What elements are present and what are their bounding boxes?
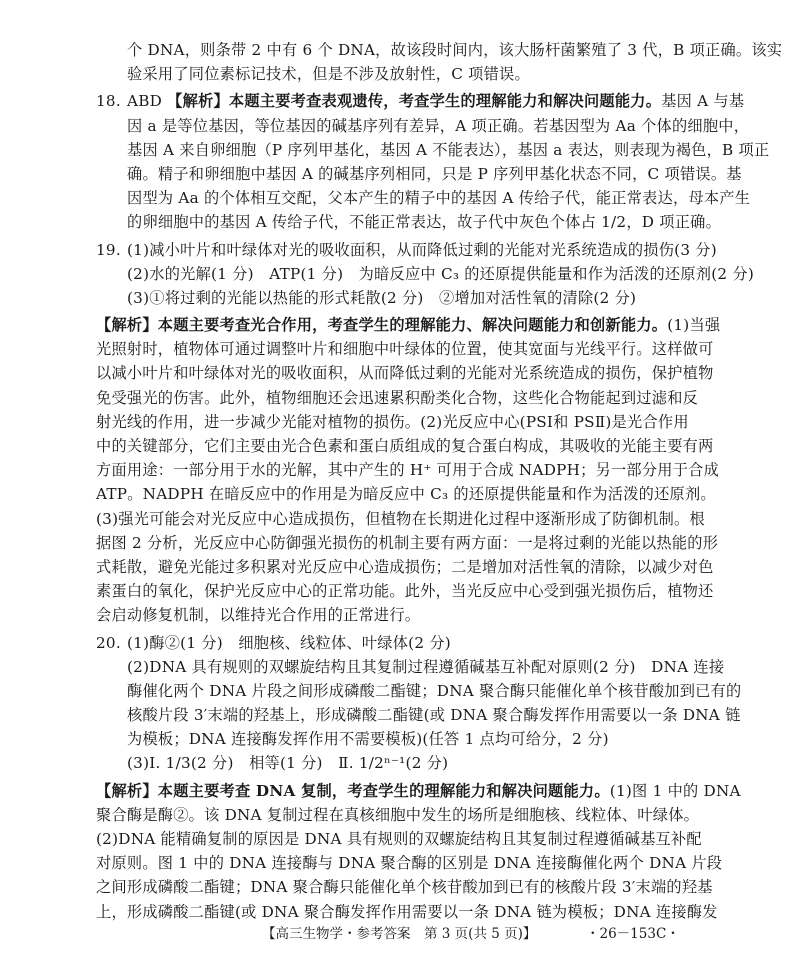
answer-text	[96, 38, 783, 924]
text-line: 验采用了同位素标记技术，但是不涉及放射性，C 项错误。	[127, 65, 530, 84]
footer-page-info: 【高三生物学・参考答案 第 3 页(共 5 页)】	[262, 926, 537, 942]
text-line: 个 DNA，则条带 2 中有 6 个 DNA，故该段时间内，该大肠杆菌繁殖了 3 代，B 项正确。该实	[127, 41, 783, 59]
text-line: 确。精子和卵细胞中基因 A 的碱基序列相同，只是 P 序列甲基化状态不同，C 项错误。基	[127, 164, 742, 183]
text-line: (3)强光可能会对光反应中心造成损伤，但植物在长期进化过程中逐渐形成了防御机制。根	[96, 509, 705, 528]
text-line: 之间形成磷酸二酯键；DNA 聚合酶只能催化单个核苷酸加到已有的核酸片段 3′末端的羟基	[96, 878, 713, 897]
text-line: 射光线的作用，进一步减少光能对植物的损伤。(2)光反应中心(PSⅠ和 PSⅡ)是光合作用	[96, 412, 689, 431]
text-line: 基因 A 来自卵细胞（P 序列甲基化，基因 A 不能表达），基因 a 表达，则表现为褐色，B 项正	[127, 140, 770, 159]
text-line: (3)①将过剩的光能以热能的形式耗散(2 分) ②增加对活性氧的清除(2 分)	[127, 288, 637, 307]
text-line: 据图 2 分析，光反应中心防御强光损伤的机制主要有两方面：一是将过剩的光能以热能的形	[96, 533, 719, 552]
analysis-line: 【解析】本题主要考查光合作用，考查学生的理解能力、解决问题能力和创新能力。(1)当强	[96, 316, 721, 335]
question-number: 19.	[96, 240, 121, 259]
analysis-heading: 【解析】本题主要考查 DNA 复制，考查学生的理解能力和解决问题能力。	[96, 781, 610, 800]
text-line: 中的关键部分，它们主要由光合色素和蛋白质组成的复合蛋白构成，其吸收的光能主要有两	[96, 437, 714, 455]
analysis-heading: 【解析】本题主要考查表观遗传，考查学生的理解能力和解决问题能力。	[167, 92, 662, 111]
question-18-header: 18. ABD 【解析】本题主要考查表观遗传，考查学生的理解能力和解决问题能力。基因 A 与基	[96, 89, 710, 113]
text-line: 式耗散，避免光能过多积累对光反应中心造成损伤；二是增加对活性氧的清除，以减少对色	[96, 557, 714, 576]
analysis-line: 【解析】本题主要考查 DNA 复制，考查学生的理解能力和解决问题能力。(1)图 1 中的 DNA	[96, 781, 741, 800]
text-line: (2)DNA 具有规则的双螺旋结构且其复制过程遵循碱基互补配对原则(2 分) DNA 连接	[127, 657, 725, 676]
footer-code: ・26－153C・	[586, 926, 680, 942]
text-line: 酶催化两个 DNA 片段之间形成磷酸二酯键；DNA 聚合酶只能催化单个核苷酸加到已有的	[127, 681, 742, 700]
text-line: 因 a 是等位基因，等位基因的碱基序列有差异，A 项正确。若基因型为 Aa 个体的细胞中，	[127, 116, 750, 135]
text-line: 免受强光的伤害。此外，植物细胞还会迅速累积酚类化合物，这些化合物能起到过滤和反	[96, 388, 699, 407]
text-line: 光照射时，植物体可通过调整叶片和细胞中叶绿体的位置，使其宽面与光线平行。这样做可	[96, 340, 714, 359]
text-line: 因型为 Aa 的个体相互交配，父本产生的精子中的基因 A 传给子代，能正常表达，母本产生	[127, 189, 751, 208]
text-line: 以减小叶片和叶绿体对光的吸收面积，从而降低过剩的光能对光系统造成的损伤，保护植物	[96, 364, 714, 383]
text-line: (2)水的光解(1 分) ATP(1 分) 为暗反应中 C₃ 的还原提供能量和作为活泼的还原剂(2 分)	[127, 264, 755, 283]
text-line: 方面用途：一部分用于水的光解，其中产生的 H⁺ 可用于合成 NADPH；另一部分用于合成	[96, 461, 720, 480]
text-line: ATP。NADPH 在暗反应中的作用是为暗反应中 C₃ 的还原提供能量和作为活泼的还原剂。	[96, 485, 716, 504]
text-line: 核酸片段 3′末端的羟基上，形成磷酸二酯键(或 DNA 聚合酶发挥作用需要以一条 DNA 链	[127, 706, 741, 725]
text-line: 对原则。图 1 中的 DNA 连接酶与 DNA 聚合酶的区别是 DNA 连接酶催化两个 DNA 片段	[96, 854, 723, 873]
text-line: 素蛋白的氧化，保护光反应中心的正常功能。此外，当光反应中心受到强光损伤后，植物还	[96, 582, 714, 601]
page-footer	[0, 922, 800, 944]
question-number: 18.	[96, 92, 121, 111]
analysis-heading: 【解析】本题主要考查光合作用，考查学生的理解能力、解决问题能力和创新能力。	[96, 316, 668, 335]
text-line: 上，形成磷酸二酯键(或 DNA 聚合酶发挥作用需要以一条 DNA 链为模板；DNA 连接酶发	[96, 902, 718, 921]
question-20-header: 20. (1)酶②(1 分) 细胞核、线粒体、叶绿体(2 分)	[96, 631, 710, 655]
text-line: 为模板；DNA 连接酶发挥作用不需要模板)(任答 1 点均可给分，2 分)	[127, 730, 609, 749]
text-line: 聚合酶是酶②。该 DNA 复制过程在真核细胞中发生的场所是细胞核、线粒体、叶绿体。	[96, 805, 700, 824]
question-number: 20.	[96, 633, 121, 652]
text-line: 的卵细胞中的基因 A 传给子代，不能正常表达，故子代中灰色个体占 1/2，D 项正确。	[127, 213, 722, 232]
text-line: (2)DNA 能精确复制的原因是 DNA 具有规则的双螺旋结构且其复制过程遵循碱基互补配	[96, 830, 702, 848]
text-line: (3)Ⅰ. 1/3(2 分) 相等(1 分) Ⅱ. 1/2ⁿ⁻¹(2 分)	[127, 754, 449, 773]
text-line: 会启动修复机制，以维持光合作用的正常进行。	[96, 606, 421, 625]
question-19-header: 19. (1)减小叶片和叶绿体对光的吸收面积，从而降低过剩的光能对光系统造成的损伤(3 分)	[96, 238, 710, 262]
